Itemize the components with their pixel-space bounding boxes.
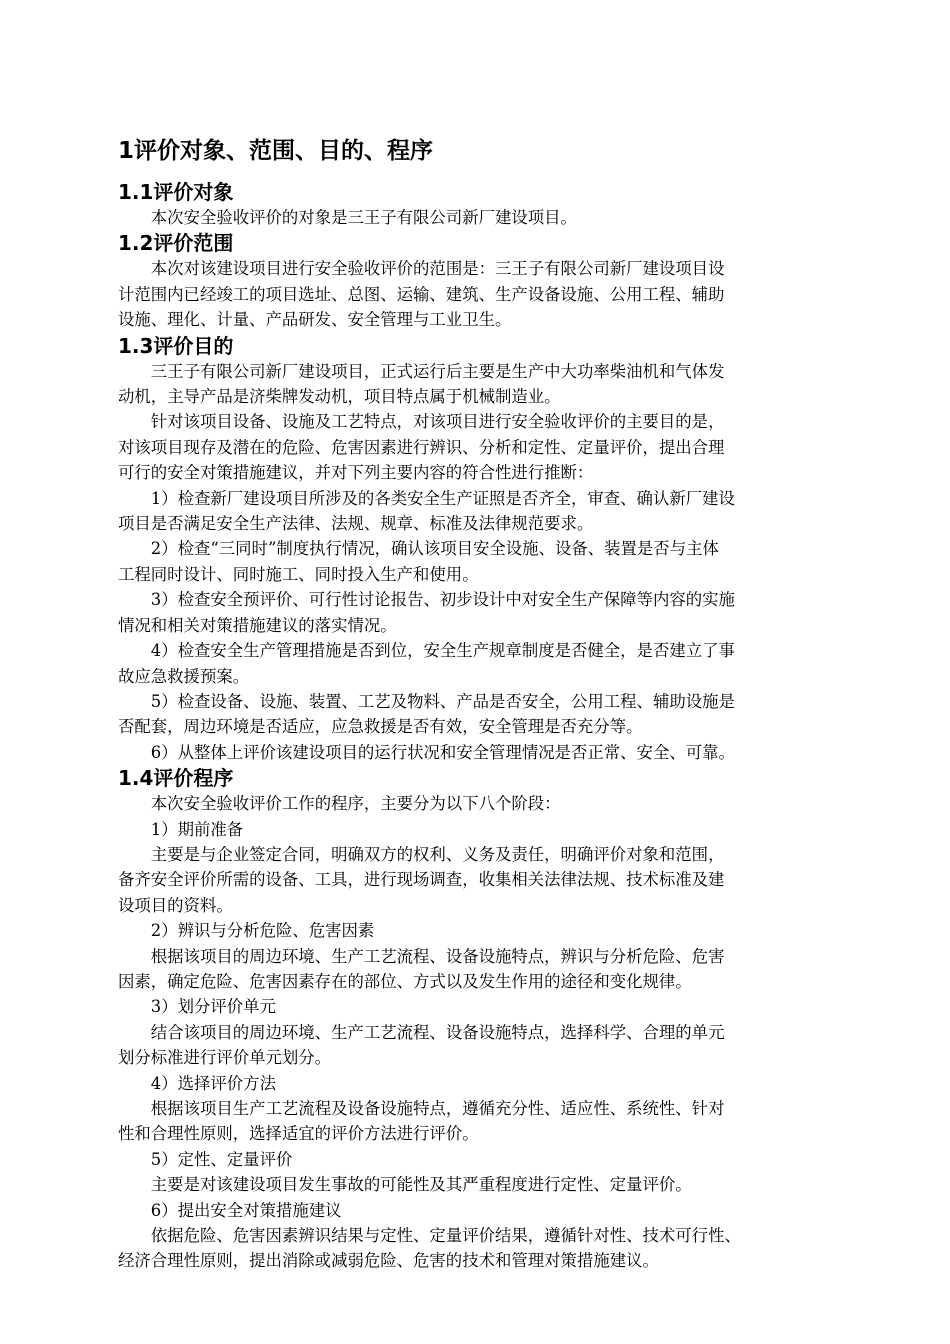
- paragraph-line: 工程同时设计、同时施工、同时投入生产和使用。: [118, 564, 479, 584]
- paragraph-line: 设项目的资料。: [118, 895, 233, 915]
- paragraph-line: 计范围内已经竣工的项目选址、总图、运输、建筑、生产设备设施、公用工程、辅助: [118, 284, 725, 304]
- paragraph-line: 根据该项目的周边环境、生产工艺流程、设备设施特点，辨识与分析危险、危害: [150, 946, 725, 966]
- document-page: [118, 133, 863, 1274]
- paragraph-line: 针对该项目设备、设施及工艺特点，对该项目进行安全验收评价的主要目的是，: [150, 412, 725, 432]
- paragraph-line: 结合该项目的周边环境、生产工艺流程、设备设施特点，选择科学、合理的单元: [150, 1022, 725, 1042]
- chapter-title: 1评价对象、范围、目的、程序: [118, 138, 434, 164]
- paragraph-line: 备齐安全评价所需的设备、工具，进行现场调查，收集相关法律法规、技术标准及建: [118, 870, 725, 890]
- paragraph-line: 2）检查“三同时”制度执行情况，确认该项目安全设施、设备、装置是否与主体: [150, 539, 719, 559]
- paragraph-line: 对该项目现存及潜在的危险、危害因素进行辨识、分析和定性、定量评价，提出合理: [118, 437, 725, 457]
- procedure-intro: 本次安全验收评价工作的程序，主要分为以下八个阶段：: [150, 794, 561, 814]
- paragraph-line: 根据该项目生产工艺流程及设备设施特点，遵循充分性、适应性、系统性、针对: [150, 1099, 725, 1118]
- paragraph-1-3-b: [118, 409, 863, 485]
- step-text-2: [118, 944, 863, 995]
- paragraph-line: 依据危险、危害因素辨识结果与定性、定量评价结果，遵循针对性、技术可行性、: [150, 1226, 741, 1246]
- step-title-1: 1）期前准备: [150, 819, 244, 839]
- step-text-3: [118, 1020, 863, 1071]
- paragraph-1-2: [118, 256, 863, 332]
- purpose-item-1: [118, 486, 863, 537]
- section-heading-1-4: 1.4评价程序: [118, 766, 234, 791]
- purpose-item-3: [118, 587, 863, 638]
- step-text-1: [118, 842, 863, 918]
- step-text-5: 主要是对该建设项目发生事故的可能性及其严重程度进行定性、定量评价。: [150, 1175, 692, 1195]
- step-title-2: 2）辨识与分析危险、危害因素: [150, 921, 375, 941]
- step-text-4: [118, 1096, 863, 1147]
- paragraph-line: 故应急救援预案。: [118, 666, 250, 686]
- purpose-item-2: [118, 536, 863, 587]
- paragraph-line: 动机，主导产品是济柴牌发动机，项目特点属于机械制造业。: [118, 387, 561, 407]
- paragraph-1-1: 本次安全验收评价的对象是三王子有限公司新厂建设项目。: [150, 208, 577, 227]
- step-title-6: 6）提出安全对策措施建议: [150, 1200, 342, 1220]
- paragraph-line: 3）检查安全预评价、可行性讨论报告、初步设计中对安全生产保障等内容的实施: [150, 590, 735, 610]
- paragraph-line: 情况和相关对策措施建议的落实情况。: [118, 615, 397, 635]
- paragraph-line: 划分标准进行评价单元划分。: [118, 1048, 332, 1068]
- step-title-4: 4）选择评价方法: [150, 1073, 276, 1093]
- step-text-6: [118, 1223, 863, 1274]
- paragraph-line: 本次对该建设项目进行安全验收评价的范围是：三王子有限公司新厂建设项目设: [150, 259, 725, 279]
- purpose-item-6: 6）从整体上评价该建设项目的运行状况和安全管理情况是否正常、安全、可靠。: [150, 742, 735, 762]
- purpose-item-4: [118, 638, 863, 689]
- paragraph-line: 否配套，周边环境是否适应，应急救援是否有效，安全管理是否充分等。: [118, 717, 643, 737]
- paragraph-line: 4）检查安全生产管理措施是否到位，安全生产规章制度是否健全，是否建立了事: [150, 641, 735, 661]
- paragraph-line: 三王子有限公司新厂建设项目，正式运行后主要是生产中大功率柴油机和气体发: [150, 361, 725, 381]
- paragraph-line: 5）检查设备、设施、装置、工艺及物料、产品是否安全，公用工程、辅助设施是: [150, 691, 735, 711]
- section-heading-1-3: 1.3评价目的: [118, 333, 234, 358]
- purpose-item-5: [118, 689, 863, 740]
- paragraph-line: 设施、理化、计量、产品研发、安全管理与工业卫生。: [118, 310, 512, 330]
- paragraph-line: 项目是否满足安全生产法律、法规、规章、标准及法律规范要求。: [118, 514, 594, 534]
- section-heading-1-2: 1.2评价范围: [118, 231, 234, 256]
- paragraph-1-3-a: [118, 359, 863, 410]
- step-title-5: 5）定性、定量评价: [150, 1149, 293, 1169]
- paragraph-line: 因素，确定危险、危害因素存在的部位、方式以及发生作用的途径和变化规律。: [118, 971, 692, 991]
- paragraph-line: 可行的安全对策措施建议，并对下列主要内容的符合性进行推断：: [118, 463, 594, 483]
- paragraph-line: 主要是与企业签定合同，明确双方的权利、义务及责任，明确评价对象和范围，: [150, 844, 725, 864]
- section-heading-1-1: 1.1评价对象: [118, 180, 234, 204]
- step-title-3: 3）划分评价单元: [150, 997, 276, 1017]
- paragraph-line: 性和合理性原则，选择适宜的评价方法进行评价。: [118, 1124, 479, 1144]
- paragraph-line: 1）检查新厂建设项目所涉及的各类安全生产证照是否齐全，审查、确认新厂建设: [150, 488, 735, 508]
- paragraph-line: 经济合理性原则，提出消除或减弱危险、危害的技术和管理对策措施建议。: [118, 1251, 659, 1271]
